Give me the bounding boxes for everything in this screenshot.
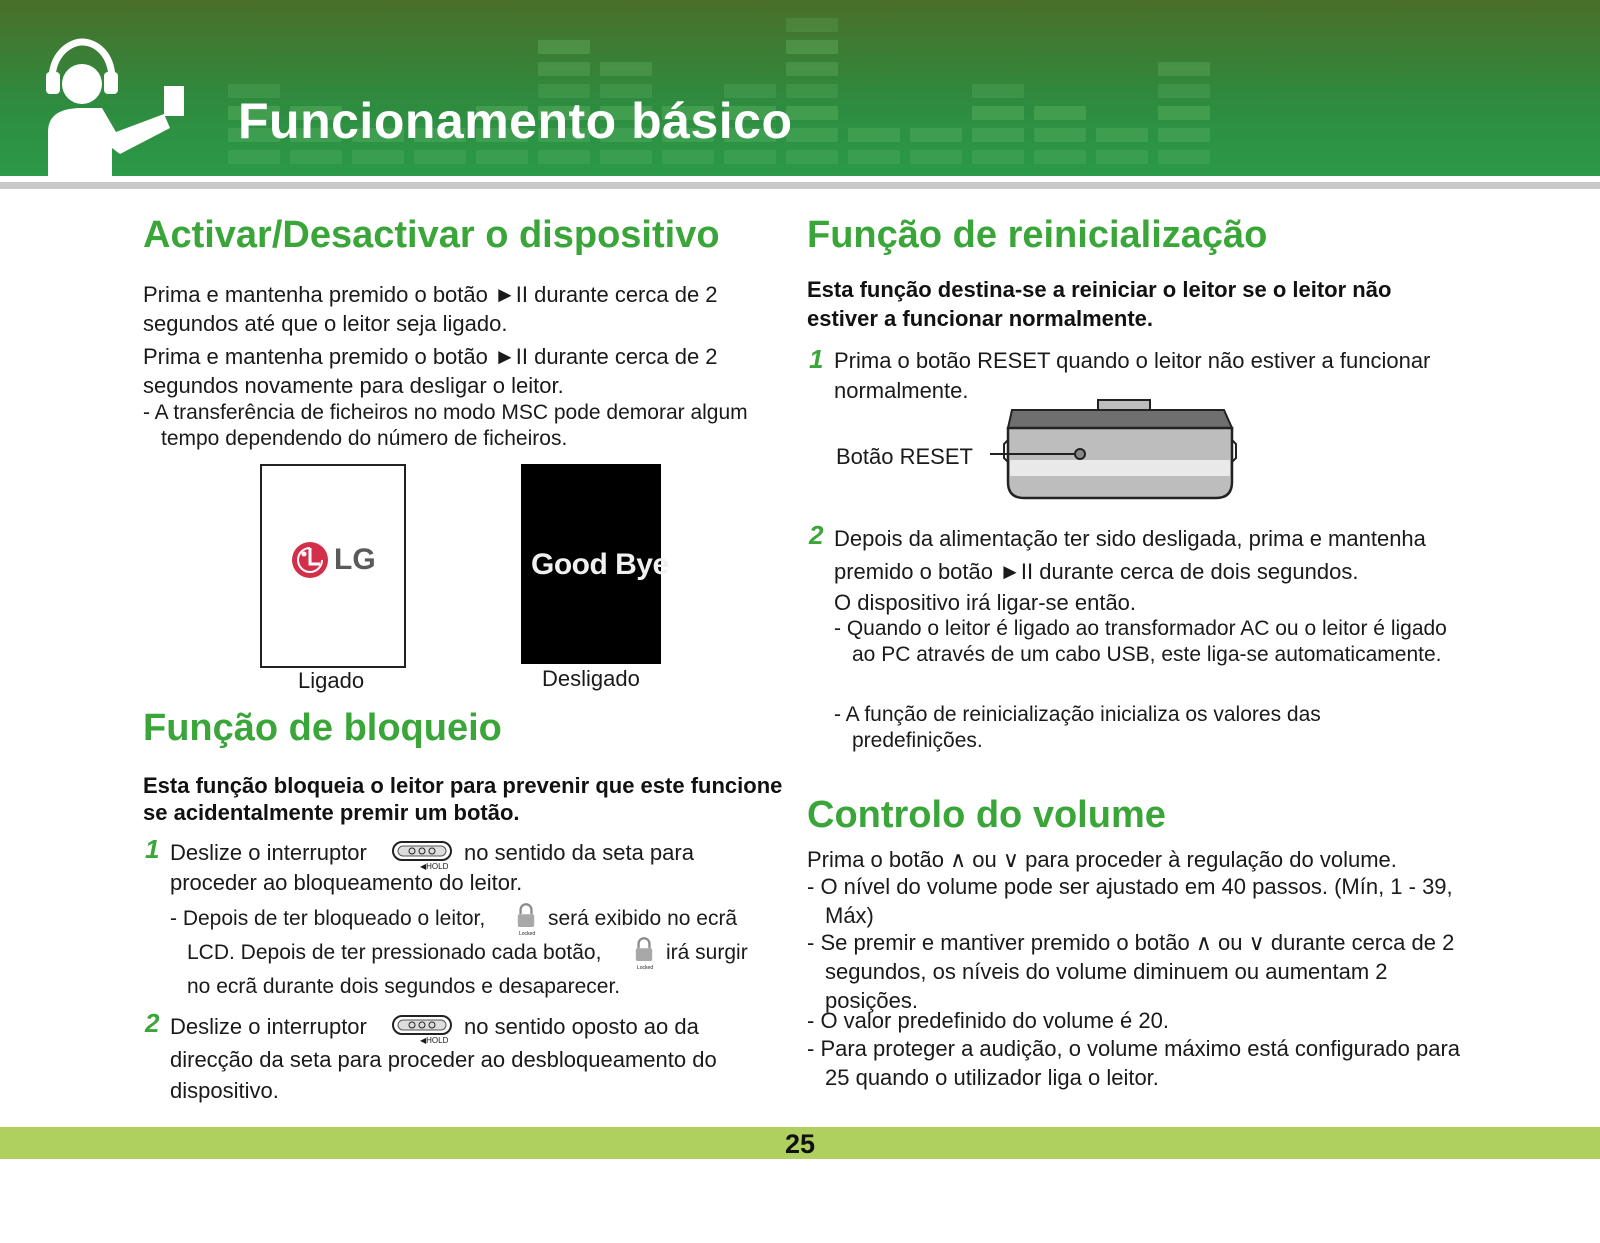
goodbye-text: Good Bye bbox=[531, 548, 669, 581]
equalizer-bar bbox=[972, 84, 1024, 98]
equalizer-bar bbox=[662, 150, 714, 164]
power-paragraph-1: Prima e mantenha premido o botão ►II durante cerca de 2 segundos até que o leitor seja ligado. bbox=[143, 282, 718, 336]
lock-note-text-b: será exibido no ecrã bbox=[548, 907, 738, 930]
equalizer-bar bbox=[290, 150, 342, 164]
equalizer-bar bbox=[414, 150, 466, 164]
lock-step-2-text-a: Deslize o interruptor bbox=[170, 1014, 367, 1039]
equalizer-bar bbox=[1158, 62, 1210, 76]
lock-intro: Esta função bloqueia o leitor para prevenir que este funcione se acidentalmente premir um botão. bbox=[143, 773, 783, 825]
equalizer-bar bbox=[1034, 128, 1086, 142]
equalizer-bar bbox=[1158, 106, 1210, 120]
equalizer-bar bbox=[538, 62, 590, 76]
volume-bullet-3: - O valor predefinido do volume é 20. bbox=[807, 1008, 1169, 1033]
equalizer-bar bbox=[1034, 106, 1086, 120]
reset-step-2-number: 2 bbox=[809, 520, 824, 550]
volume-bullet-2: - Se premir e mantiver premido o botão ∧ ou ∨ durante cerca de 2 segundos, os níveis do volume diminuem ou aumentam 2 posições. bbox=[807, 930, 1455, 1013]
equalizer-bar bbox=[600, 150, 652, 164]
equalizer-bar bbox=[972, 128, 1024, 142]
equalizer-bar bbox=[786, 18, 838, 32]
lock-note-text-c: LCD. Depois de ter pressionado cada botão, bbox=[187, 941, 602, 964]
lock-section-title: Função de bloqueio bbox=[143, 707, 502, 749]
lock-step-2-text-b: no sentido oposto ao da bbox=[464, 1014, 699, 1039]
lock-note-text-e: no ecrã durante dois segundos e desaparecer. bbox=[187, 975, 621, 998]
equalizer-bar bbox=[352, 150, 404, 164]
hold-switch-label: ◀HOLD bbox=[420, 862, 449, 871]
lock-step-2-number: 2 bbox=[145, 1008, 160, 1038]
equalizer-bar bbox=[786, 128, 838, 142]
equalizer-bar bbox=[538, 150, 590, 164]
power-section-title: Activar/Desactivar o dispositivo bbox=[143, 214, 720, 256]
volume-bullet-4: - Para proteger a audição, o volume máximo está configurado para 25 quando o utilizador liga o leitor. bbox=[807, 1036, 1461, 1090]
equalizer-bar bbox=[786, 40, 838, 54]
page-title: Funcionamento básico bbox=[238, 93, 793, 149]
lg-logo-icon bbox=[290, 540, 330, 580]
equalizer-bar bbox=[786, 150, 838, 164]
lock-step-2-text-c: direcção da seta para proceder ao desbloqueamento do dispositivo. bbox=[170, 1047, 717, 1103]
equalizer-bar bbox=[228, 150, 280, 164]
equalizer-bar bbox=[538, 40, 590, 54]
reset-step-2-text-b: O dispositivo irá ligar-se então. bbox=[834, 590, 1137, 615]
reset-note-1: - Quando o leitor é ligado ao transformador AC ou o leitor é ligado ao PC através de um cabo USB, este liga-se automaticamente. bbox=[834, 617, 1447, 666]
lock-icon bbox=[516, 902, 536, 932]
reset-step-1-number: 1 bbox=[809, 344, 824, 374]
equalizer-bar bbox=[724, 150, 776, 164]
lock-step-1-text-c: proceder ao bloqueamento do leitor. bbox=[170, 870, 523, 895]
lock-icon-2 bbox=[634, 936, 654, 966]
hold-switch-2-label: ◀HOLD bbox=[420, 1036, 449, 1045]
player-reset-illustration bbox=[990, 398, 1250, 502]
lock-note-text-d: irá surgir bbox=[666, 941, 748, 964]
equalizer-bar bbox=[848, 128, 900, 142]
lock-step-1-text-b: no sentido da seta para bbox=[464, 840, 694, 865]
lock-icon-2-label: Locked bbox=[637, 965, 654, 971]
power-paragraph-2: Prima e mantenha premido o botão ►II durante cerca de 2 segundos novamente para desligar o leitor. bbox=[143, 344, 718, 398]
volume-paragraph: Prima o botão ∧ ou ∨ para proceder à regulação do volume. bbox=[807, 847, 1397, 872]
lg-logo-text: LG bbox=[334, 543, 376, 576]
page-number: 25 bbox=[784, 1129, 816, 1159]
reset-intro: Esta função destina-se a reiniciar o leitor se o leitor não estiver a funcionar normalmente. bbox=[807, 277, 1392, 331]
equalizer-bar bbox=[786, 106, 838, 120]
equalizer-bar bbox=[476, 150, 528, 164]
equalizer-bar bbox=[1158, 84, 1210, 98]
equalizer-bar bbox=[600, 62, 652, 76]
header-divider bbox=[0, 182, 1600, 189]
lock-step-1-number: 1 bbox=[145, 834, 160, 864]
equalizer-bar bbox=[1096, 128, 1148, 142]
reset-button-label: Botão RESET bbox=[836, 444, 973, 469]
equalizer-bar bbox=[1096, 150, 1148, 164]
equalizer-bar bbox=[1158, 128, 1210, 142]
reset-step-2-text: Depois da alimentação ter sido desligada, prima e mantenha premido o botão ►II durante cerca de dois segundos. bbox=[834, 526, 1426, 584]
equalizer-bar bbox=[910, 128, 962, 142]
caption-on: Ligado bbox=[298, 668, 365, 693]
equalizer-bar bbox=[786, 62, 838, 76]
equalizer-bar bbox=[972, 106, 1024, 120]
volume-section-title: Controlo do volume bbox=[807, 794, 1166, 836]
equalizer-bar bbox=[848, 150, 900, 164]
lock-step-1-text-a: Deslize o interruptor bbox=[170, 840, 367, 865]
lock-note-text-a: - Depois de ter bloqueado o leitor, bbox=[170, 907, 486, 930]
power-note: - A transferência de ficheiros no modo MSC pode demorar algum tempo dependendo do número de ficheiros. bbox=[143, 401, 748, 450]
volume-bullet-1: - O nível do volume pode ser ajustado em 40 passos. (Mín, 1 - 39, Máx) bbox=[807, 874, 1453, 928]
page-header bbox=[0, 0, 1600, 176]
screen-on-illustration bbox=[260, 464, 406, 668]
reset-step-1-text: Prima o botão RESET quando o leitor não estiver a funcionar normalmente. bbox=[834, 348, 1431, 403]
headphone-person-icon bbox=[40, 36, 200, 176]
equalizer-bar bbox=[1158, 150, 1210, 164]
reset-section-title: Função de reinicialização bbox=[807, 214, 1268, 256]
equalizer-bar bbox=[972, 150, 1024, 164]
equalizer-bar bbox=[910, 150, 962, 164]
caption-off: Desligado bbox=[542, 666, 640, 691]
reset-note-2: - A função de reinicialização inicializa os valores das predefinições. bbox=[834, 703, 1321, 752]
equalizer-bar bbox=[1034, 150, 1086, 164]
equalizer-bar bbox=[786, 84, 838, 98]
lock-icon-label: Locked bbox=[519, 931, 536, 937]
